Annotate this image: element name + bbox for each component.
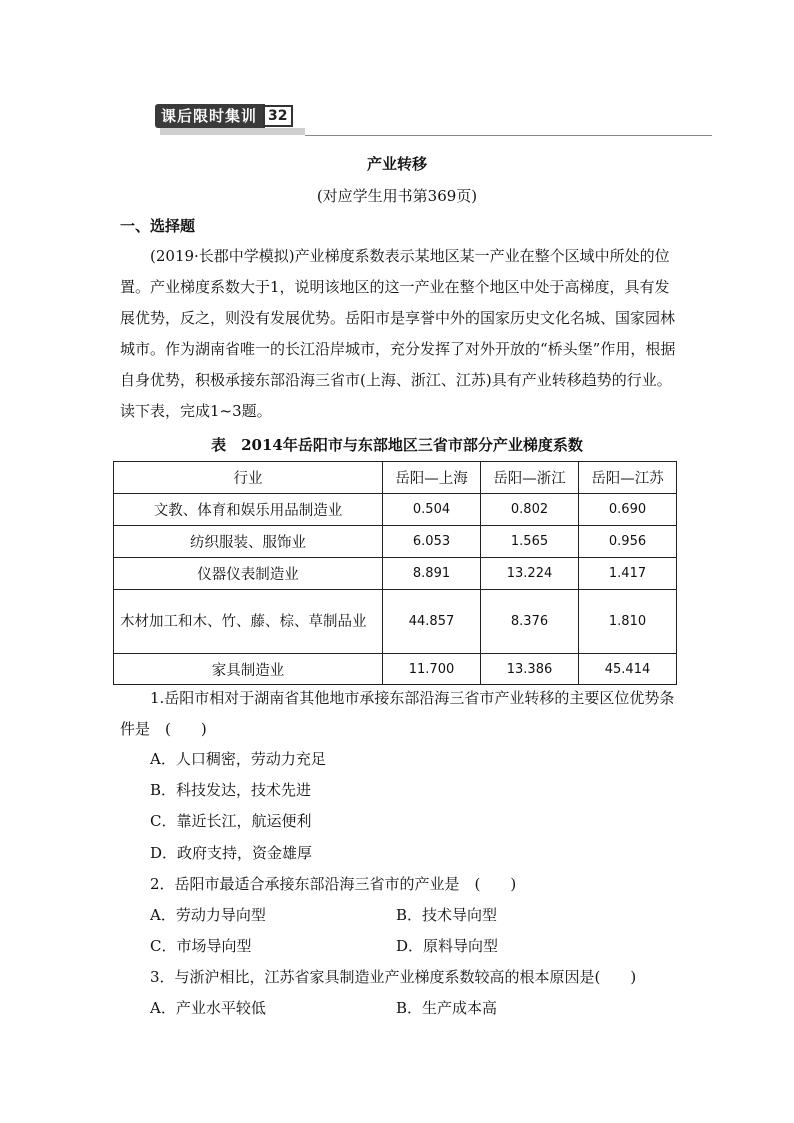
table-caption: 表 2014年岳阳市与东部地区三省市部分产业梯度系数: [211, 436, 583, 454]
industry-cell: 木材加工和木、竹、藤、棕、草制品业: [114, 590, 383, 654]
q3-option-b: B．生产成本高: [396, 999, 498, 1017]
value-cell: 1.565: [481, 526, 579, 558]
question-3-stem: 3．与浙沪相比，江苏省家具制造业产业梯度系数较高的根本原因是( ): [150, 968, 637, 986]
value-cell: 8.376: [481, 590, 579, 654]
value-cell: 0.504: [383, 494, 481, 526]
question-2-stem: 2．岳阳市最适合承接东部沿海三省市的产业是 ( ): [150, 875, 517, 893]
section-banner: [155, 104, 293, 128]
column-header: 岳阳—江苏: [579, 462, 677, 494]
value-cell: 0.690: [579, 494, 677, 526]
header-rule: [305, 135, 712, 136]
table-row: [114, 494, 677, 526]
table-row: [114, 558, 677, 590]
industry-cell: 文教、体育和娱乐用品制造业: [114, 494, 383, 526]
q2-option-c: C．市场导向型: [150, 937, 252, 955]
q1-option-d: D．政府支持，资金雄厚: [150, 844, 313, 862]
table-row: [114, 526, 677, 558]
section-heading: 一、选择题: [120, 217, 196, 235]
value-cell: 0.802: [481, 494, 579, 526]
industry-cell: 家具制造业: [114, 654, 383, 685]
q2-option-a: A．劳动力导向型: [150, 906, 266, 924]
industry-cell: 仪器仪表制造业: [114, 558, 383, 590]
page-title: 产业转移: [366, 155, 427, 173]
value-cell: 11.700: [383, 654, 481, 685]
table-row: [114, 654, 677, 685]
column-header: 岳阳—浙江: [481, 462, 579, 494]
q1-option-c: C．靠近长江，航运便利: [150, 812, 312, 830]
value-cell: 8.891: [383, 558, 481, 590]
page-subtitle: (对应学生用书第369页): [316, 187, 478, 205]
column-header: 行业: [114, 462, 383, 494]
header-shadow: [160, 128, 305, 135]
column-header: 岳阳—上海: [383, 462, 481, 494]
table-row: [114, 590, 677, 654]
value-cell: 13.224: [481, 558, 579, 590]
gradient-table: [113, 461, 677, 685]
q2-option-d: D．原料导向型: [396, 937, 499, 955]
value-cell: 13.386: [481, 654, 579, 685]
banner-label: 课后限时集训: [155, 104, 265, 128]
value-cell: 44.857: [383, 590, 481, 654]
value-cell: 1.810: [579, 590, 677, 654]
industry-cell: 纺织服装、服饰业: [114, 526, 383, 558]
q1-option-b: B．科技发达，技术先进: [150, 781, 312, 799]
value-cell: 0.956: [579, 526, 677, 558]
q2-option-b: B．技术导向型: [396, 906, 498, 924]
question-1-stem: 1.岳阳市相对于湖南省其他地市承接东部沿海三省市产业转移的主要区位优势条件是 ( ): [120, 689, 675, 738]
value-cell: 45.414: [579, 654, 677, 685]
value-cell: 6.053: [383, 526, 481, 558]
value-cell: 1.417: [579, 558, 677, 590]
intro-paragraph: (2019·长郡中学模拟)产业梯度系数表示某地区某一产业在整个区域中所处的位置。产业梯度系数大于1，说明该地区的这一产业在整个地区中处于高梯度，具有发展优势，反之，则没有发展优势。岳阳市是享誉中外的国家历史文化名城、国家园林城市。作为湖南省唯一的长江沿岸城市，充分发挥了对外开放的“桥头堡”作用，根据自身优势，积极承接东部沿海三省市(上海、浙江、江苏)具有产业转移趋势的行业。读下表，完成1~3题。: [120, 247, 676, 420]
table-header-row: [114, 462, 677, 494]
banner-number: 32: [263, 105, 292, 127]
q1-option-a: A．人口稠密，劳动力充足: [150, 750, 326, 768]
q3-option-a: A．产业水平较低: [150, 999, 266, 1017]
